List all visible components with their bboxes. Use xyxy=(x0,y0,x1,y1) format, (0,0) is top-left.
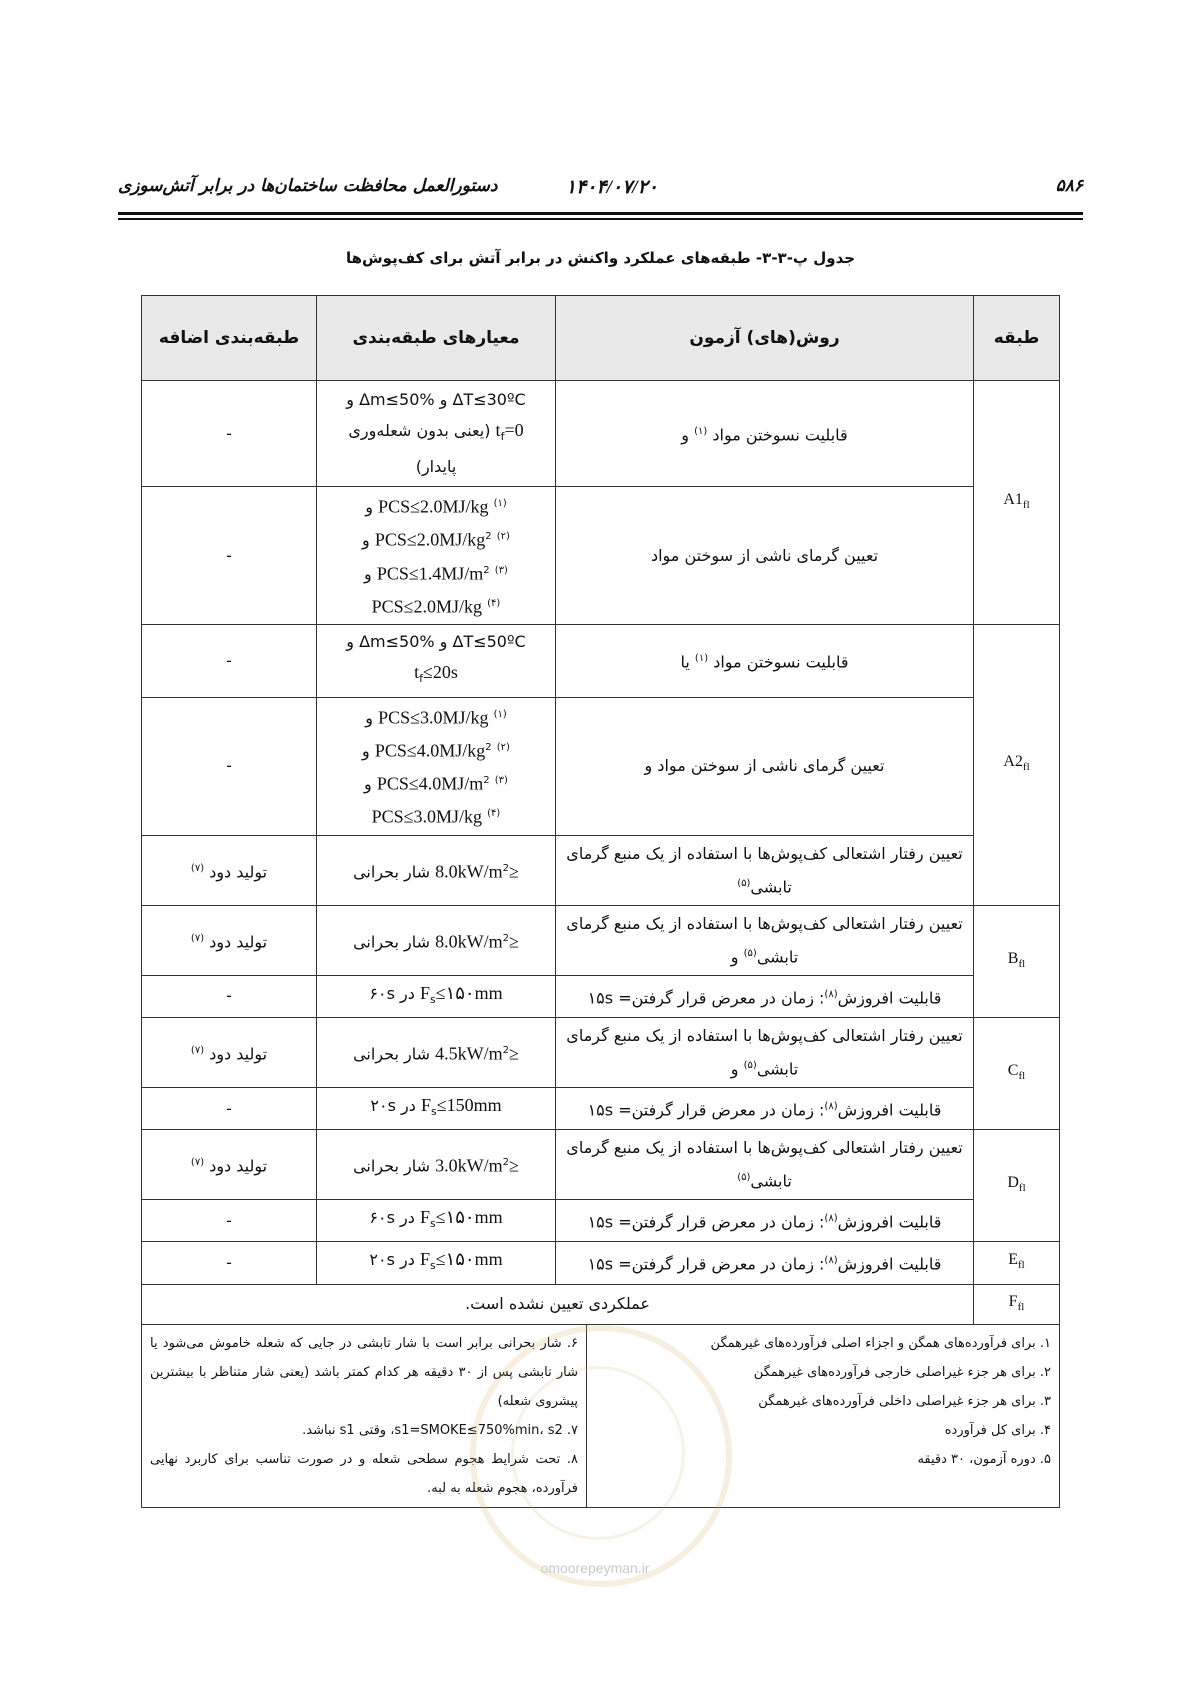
criteria-latin: t xyxy=(495,419,501,440)
extra-cell xyxy=(142,835,317,905)
table-row xyxy=(142,905,1060,975)
extra-cell xyxy=(142,905,317,975)
flux-label: شار بحرانی xyxy=(353,1156,431,1176)
test-text: تعیین رفتار اشتعالی کف‌پوش‌ها با استفاده از یک منبع گرمای تابشی xyxy=(566,913,963,966)
criteria-cell xyxy=(317,1200,556,1242)
note-item: ۶. شار بحرانی برابر است با شار تابشی در جایی که شعله خاموش می‌شود یا شار تابشی پس از ۳۰ دقیقه هر کدام کمتر باشد (یعنی شار متناظر با بیشترین پیشروی شعله) xyxy=(150,1335,579,1409)
ref: (۵) xyxy=(743,1059,757,1071)
ref: (۸) xyxy=(824,1213,838,1225)
test-text: تعیین رفتار اشتعالی کف‌پوش‌ها با استفاده از یک منبع گرمای تابشی xyxy=(566,1138,963,1191)
conj: و xyxy=(364,563,372,583)
smoke-text: تولید دود xyxy=(209,1156,268,1176)
fire-class-table xyxy=(141,295,1060,1508)
test-text: قابلیت افروزش xyxy=(837,1254,942,1274)
conj: و xyxy=(365,497,373,517)
ref: (۲) xyxy=(496,531,510,543)
header-class: طبقه xyxy=(974,296,1060,381)
class-sub: fl xyxy=(1022,499,1030,512)
sup: 2 xyxy=(483,775,490,787)
ref: (۳) xyxy=(494,775,508,787)
conj: و xyxy=(730,946,739,966)
conj: و xyxy=(365,707,373,727)
header-date: ۱۴۰۴/۰۷/۲۰ xyxy=(565,177,658,198)
table-caption: جدول پ-۳-۳- طبقه‌های عملکرد واکنش در برابر آتش برای کف‌پوش‌ها xyxy=(345,249,856,267)
criteria-line xyxy=(323,589,549,622)
sup: 2 xyxy=(502,932,509,944)
ref: (۸) xyxy=(824,1255,838,1267)
page-header xyxy=(118,176,1083,202)
sup: 2 xyxy=(485,531,492,543)
criteria-line xyxy=(323,522,549,555)
test-text: قابلیت افروزش xyxy=(837,988,942,1008)
pcs-value: PCS≤4.0MJ/kg xyxy=(374,740,486,761)
flux-label: شار بحرانی xyxy=(353,1044,431,1064)
smoke-text: تولید دود xyxy=(209,931,268,951)
fs-time: در ۶۰s xyxy=(369,983,415,1003)
fs-sub: s xyxy=(430,1105,437,1119)
fs-value: ≤۱۵۰mm xyxy=(435,1249,503,1270)
ref: (۵) xyxy=(743,947,757,959)
ref: (۸) xyxy=(824,1100,838,1112)
header-test-method: روش(های) آزمون xyxy=(556,296,974,381)
ref: (۴) xyxy=(487,597,501,609)
criteria-line xyxy=(323,556,549,589)
test-text: قابلیت افروزش xyxy=(837,1100,942,1120)
ref: (۱) xyxy=(493,498,507,509)
pcs-value: PCS≤2.0MJ/kg xyxy=(374,529,486,550)
test-cell xyxy=(556,381,974,487)
criteria-cell xyxy=(317,1018,556,1088)
flux-value: ≤4.5kW/m xyxy=(435,1043,519,1064)
flux-value: ≤8.0kW/m xyxy=(435,930,519,951)
watermark-url: omoorepeyman.ir xyxy=(540,1560,650,1576)
criteria-cell xyxy=(317,1242,556,1284)
test-cell xyxy=(556,975,974,1017)
class-sub: fl xyxy=(1017,1300,1025,1313)
extra-cell: - xyxy=(142,975,317,1017)
criteria-line xyxy=(323,489,549,522)
test-cell xyxy=(556,625,974,697)
criteria-sub: f xyxy=(500,430,505,444)
criteria-latin: ≤20s xyxy=(423,662,458,683)
test-cell xyxy=(556,905,974,975)
class-label: A2 xyxy=(1003,753,1023,771)
table-row xyxy=(142,1130,1060,1200)
header-criteria: معیارهای طبقه‌بندی xyxy=(317,296,556,381)
class-sub: fl xyxy=(1018,1259,1025,1272)
criteria-line xyxy=(323,700,549,733)
notes-right-column xyxy=(586,1325,1059,1507)
criteria-cell xyxy=(317,381,556,487)
ref: (۱) xyxy=(493,708,507,720)
notes xyxy=(142,1325,1059,1507)
criteria-latin: t xyxy=(414,662,420,683)
table-row xyxy=(142,1284,1060,1324)
class-bfl xyxy=(974,905,1060,1017)
test-cell xyxy=(556,1018,974,1088)
table-row xyxy=(142,1242,1060,1284)
pcs-value: PCS≤3.0MJ/kg xyxy=(371,806,483,827)
ref: (۵) xyxy=(737,1172,751,1184)
criteria-cell xyxy=(317,697,556,835)
test-cell: تعیین گرمای ناشی از سوختن مواد xyxy=(556,487,974,625)
pcs-value: PCS≤2.0MJ/kg xyxy=(371,596,483,617)
test-suffix: : زمان در معرض قرار گرفتن= ۱۵s xyxy=(587,1254,825,1274)
criteria-line: پایدار) xyxy=(415,457,457,477)
note-item: ۱. برای فرآورده‌های همگن و اجزاء اصلی فرآورده‌های غیرهمگن xyxy=(710,1335,1051,1351)
sup: 2 xyxy=(502,1157,509,1169)
fs-time: در ۶۰s xyxy=(369,1208,415,1228)
criteria-line xyxy=(323,766,549,799)
criteria-cell xyxy=(317,835,556,905)
class-sub: fl xyxy=(1018,1070,1026,1083)
test-cell xyxy=(556,1200,974,1242)
ref: (۷) xyxy=(190,932,205,944)
extra-cell: - xyxy=(142,625,317,697)
ref: (۷) xyxy=(190,1044,205,1056)
extra-cell: - xyxy=(142,697,317,835)
header-extra-class: طبقه‌بندی اضافه xyxy=(142,296,317,381)
class-dfl xyxy=(974,1130,1060,1242)
table-row xyxy=(142,697,1060,835)
header-rule-thin xyxy=(118,218,1083,220)
criteria-latin: =0 xyxy=(504,419,524,440)
criteria-cell xyxy=(317,1088,556,1130)
fs-value: ≤150mm xyxy=(436,1095,502,1115)
fs-value: ≤۱۵۰mm xyxy=(435,982,503,1003)
sup: 2 xyxy=(485,741,492,753)
fs-value: ≤۱۵۰mm xyxy=(435,1207,503,1228)
table-row xyxy=(142,975,1060,1017)
table-row xyxy=(142,1018,1060,1088)
conj: و xyxy=(362,741,370,761)
flux-label: شار بحرانی xyxy=(353,931,431,951)
test-text: قابلیت نسوختن مواد xyxy=(713,652,849,672)
class-label: B xyxy=(1007,949,1019,967)
smoke-text: تولید دود xyxy=(209,1044,268,1064)
criteria-line xyxy=(323,657,549,694)
table-row xyxy=(142,835,1060,905)
f-criteria-cell: عملکردی تعیین نشده است. xyxy=(142,1284,974,1324)
class-label: C xyxy=(1007,1062,1019,1079)
note-item: ۴. برای کل فرآورده xyxy=(944,1422,1051,1438)
class-efl xyxy=(974,1242,1060,1284)
criteria-text: (یعنی بدون شعله‌وری xyxy=(348,420,491,440)
test-text: تعیین رفتار اشتعالی کف‌پوش‌ها با استفاده از یک منبع گرمای تابشی xyxy=(566,1025,963,1079)
class-sub: fl xyxy=(1018,1182,1026,1195)
class-a2fl xyxy=(974,625,1060,906)
test-text: تعیین رفتار اشتعالی کف‌پوش‌ها با استفاده از یک منبع گرمای تابشی xyxy=(566,843,963,896)
extra-cell: - xyxy=(142,1088,317,1130)
pcs-value: PCS≤3.0MJ/kg xyxy=(378,706,489,727)
ref: (۳) xyxy=(494,564,508,576)
test-suffix: : زمان در معرض قرار گرفتن= ۱۵s xyxy=(587,988,825,1008)
criteria-line: ΔT≤30ºC و Δm≤50% و xyxy=(346,389,526,409)
note-item: ۲. برای هر جزء غیراصلی خارجی فرآورده‌های غیرهمگن xyxy=(753,1364,1051,1380)
criteria-line: ΔT≤50ºC و Δm≤50% و xyxy=(346,632,526,652)
header-title: دستورالعمل محافظت ساختمان‌ها در برابر آتش‌سوزی xyxy=(118,176,498,196)
ref: (۵) xyxy=(737,877,751,889)
pcs-value: PCS≤2.0MJ/kg xyxy=(378,496,489,517)
pcs-value: PCS≤4.0MJ/m xyxy=(376,773,484,794)
extra-cell: - xyxy=(142,381,317,487)
class-label: A1 xyxy=(1003,491,1023,509)
sup: 2 xyxy=(502,1044,509,1056)
extra-cell: - xyxy=(142,487,317,625)
extra-cell: - xyxy=(142,1200,317,1242)
table-header-row xyxy=(142,296,1060,381)
notes-left-column xyxy=(142,1325,586,1507)
flux-label: شار بحرانی xyxy=(353,861,431,881)
class-ffl xyxy=(974,1284,1060,1324)
notes-cell xyxy=(142,1324,1060,1507)
conj: و xyxy=(362,530,370,550)
criteria-line xyxy=(323,799,549,832)
test-cell xyxy=(556,1242,974,1284)
ref: (۷) xyxy=(190,1157,205,1169)
test-cell: تعیین گرمای ناشی از سوختن مواد و xyxy=(556,697,974,835)
class-label: E xyxy=(1008,1251,1019,1269)
fs-label: F xyxy=(419,982,430,1003)
class-sub: fl xyxy=(1022,761,1030,774)
criteria-cell xyxy=(317,487,556,625)
flux-value: ≤8.0kW/m xyxy=(435,860,519,881)
criteria-cell xyxy=(317,975,556,1017)
fs-label: F xyxy=(420,1095,431,1115)
table-row xyxy=(142,1200,1060,1242)
test-text: قابلیت افروزش xyxy=(837,1212,942,1232)
fs-sub: s xyxy=(429,993,436,1006)
table-row xyxy=(142,381,1060,487)
note-item: ۳. برای هر جزء غیراصلی داخلی فرآورده‌های غیرهمگن xyxy=(758,1393,1051,1409)
criteria-sub: f xyxy=(419,672,423,686)
test-cell xyxy=(556,835,974,905)
class-a1fl xyxy=(974,381,1060,625)
table-row xyxy=(142,1088,1060,1130)
conj: و xyxy=(364,774,372,794)
note-item: ۷. s1=SMOKE≤750%min، s2، وقتی s1 نباشد. xyxy=(302,1422,578,1438)
class-sub: fl xyxy=(1018,958,1026,970)
criteria-cell xyxy=(317,1130,556,1200)
ref: (۱) xyxy=(694,653,709,665)
extra-cell: - xyxy=(142,1242,317,1284)
conj: و xyxy=(730,1059,739,1079)
criteria-line xyxy=(323,733,549,766)
class-cfl xyxy=(974,1018,1060,1130)
class-label: F xyxy=(1008,1292,1018,1310)
note-item: ۵. دوره آزمون، ۳۰ دقیقه xyxy=(917,1451,1051,1467)
sup: 2 xyxy=(502,862,509,874)
class-label: D xyxy=(1007,1174,1019,1192)
test-suffix: : زمان در معرض قرار گرفتن= ۱۵s xyxy=(587,1212,825,1232)
smoke-text: تولید دود xyxy=(209,861,268,881)
test-cell xyxy=(556,1130,974,1200)
test-text: قابلیت نسوختن مواد xyxy=(712,425,848,445)
ref: (۸) xyxy=(824,988,838,1000)
test-suffix: : زمان در معرض قرار گرفتن= ۱۵s xyxy=(587,1100,825,1120)
criteria-cell xyxy=(317,905,556,975)
ref: (۷) xyxy=(190,862,205,874)
fs-time: در ۲۰s xyxy=(370,1096,416,1115)
fs-sub: s xyxy=(429,1217,436,1231)
table-row xyxy=(142,625,1060,697)
page-number: ۵۸۶ xyxy=(1055,176,1083,196)
notes-row xyxy=(142,1324,1060,1507)
header-rule-thick xyxy=(118,212,1083,215)
fs-label: F xyxy=(419,1249,430,1270)
test-cell xyxy=(556,1088,974,1130)
extra-cell xyxy=(142,1130,317,1200)
conj: یا xyxy=(680,652,690,672)
criteria-line xyxy=(323,415,549,452)
table-row xyxy=(142,487,1060,625)
fs-sub: s xyxy=(429,1259,436,1273)
ref: (۲) xyxy=(496,741,510,753)
criteria-cell xyxy=(317,625,556,697)
extra-cell xyxy=(142,1018,317,1088)
ref: (۱) xyxy=(694,425,708,437)
flux-value: ≤3.0kW/m xyxy=(435,1155,519,1176)
note-item: ۸. تحت شرایط هجوم سطحی شعله و در صورت تناسب برای کاربرد نهایی فرآورده، هجوم شعله به لبه. xyxy=(150,1451,578,1496)
ref: (۴) xyxy=(487,808,501,820)
fs-time: در ۲۰s xyxy=(369,1250,415,1270)
sup: 2 xyxy=(483,564,490,576)
pcs-value: PCS≤1.4MJ/m xyxy=(376,562,484,583)
fs-label: F xyxy=(419,1207,430,1228)
conj: و xyxy=(681,425,690,445)
